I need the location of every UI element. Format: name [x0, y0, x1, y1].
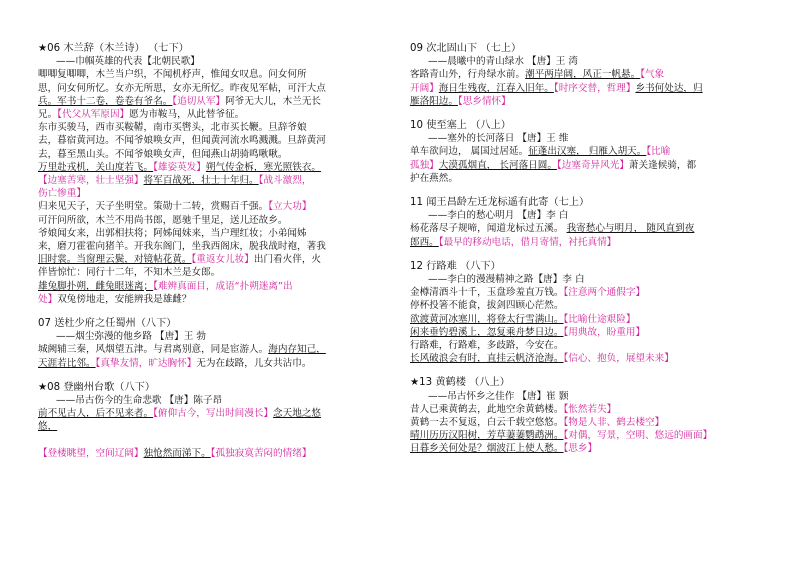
poem-text: 伴皆惊忙：同行十二年，不知木兰是女郎。 [38, 267, 221, 279]
poem-text: 悠， [38, 421, 58, 433]
poem-text: 欲渡黄河冰塞川，将登太行雪满山。 [410, 313, 564, 325]
poem-body [38, 68, 400, 306]
poem-text: 萧关逢候骑，都 [628, 159, 697, 171]
poem-huanghelou [410, 376, 772, 455]
poem-body [410, 286, 772, 365]
poem-body [410, 145, 772, 185]
poem-title: ★08 登幽州台歌（八下） [38, 381, 156, 393]
poem-text: 大漠孤烟直， 长河落日圆。 [438, 159, 557, 171]
annotation-note: 处】 [38, 293, 58, 305]
annotation-note: 【俯仰古今，写出时间漫长】 [153, 408, 274, 420]
poem-xinglunan [410, 260, 772, 366]
poem-text: 归来见天子，天子坐明堂。策勋十二转，赏赐百千强。 [38, 201, 269, 213]
poem-subtitle: ——李白的愁心明月 【唐】李 白 [428, 210, 569, 222]
annotation-note: 伤亡惨重】 [38, 188, 86, 200]
poem-title: 07 送杜少府之任蜀州（八下） [38, 318, 177, 330]
poem-dengyouzhoutai [38, 381, 400, 460]
annotation-note: 【边塞苦寒，壮士坚强】 [38, 175, 144, 187]
poem-line [38, 187, 400, 200]
annotation-note: 【思乡】 [563, 443, 598, 455]
poem-line [38, 420, 400, 433]
annotation-note: 【时序交替，哲理】 [553, 82, 636, 94]
poem-text: 征蓬出汉塞， 归雁入胡天。 [528, 146, 647, 158]
poem-text: 去，暮至黑山头。不闻爷娘唤女声，但闻燕山胡骑鸣啾啾。 [38, 148, 288, 160]
poem-text: 黄鹤一去不复返，白云千载空悠悠。 [410, 417, 564, 429]
poem-text: 停杯投箸不能食，拔剑四顾心茫然。 [410, 300, 564, 312]
poem-line [38, 293, 400, 306]
annotation-note: 【雄姿英发】 [153, 161, 206, 173]
poem-text: 前不见古人，后不见来者。 [38, 408, 154, 420]
poem-text: 爷娘闻女来，出郭相扶将；阿姊闻妹来，当户理红妆；小弟闻姊 [38, 227, 307, 239]
poem-text: 海日生残夜，江春入旧年。 [438, 82, 554, 94]
poem-line [410, 442, 772, 455]
poem-text: 阿爷无大儿，木兰无长 [225, 95, 322, 107]
poem-songdushaofu [38, 317, 400, 370]
poem-line [38, 343, 400, 356]
poem-text: 晴川历历汉阳树，芳草萋萋鹦鹉洲。 [410, 430, 564, 442]
poem-text: 天涯若比邻。 [38, 357, 96, 369]
poem-line [38, 95, 400, 108]
poem-text: 万里赴戎机，关山度若飞。 [38, 161, 154, 173]
poem-text: 金樽清酒斗十千，玉盘珍羞直万钱。 [410, 287, 564, 299]
annotation-note: 【代父从军原因】 [57, 109, 130, 121]
poem-line [410, 68, 772, 81]
poem-body [410, 403, 772, 456]
poem-line [38, 121, 400, 134]
poem-text: 乡书何处达，归 [635, 82, 703, 94]
poem-text: 独怆然而涕下。 [143, 447, 211, 459]
poem-text: 闲来垂钓碧溪上，忽复乘舟梦日边。 [410, 326, 564, 338]
poem-text: 去，暮宿黄河边。不闻爷娘唤女声，但闻黄河流水鸣溅溅。旦辞黄河 [38, 135, 326, 147]
poem-line [38, 68, 400, 81]
poem-line [410, 429, 772, 442]
poem-text: 长风破浪会有时，直挂云帆济沧海。 [410, 353, 564, 365]
poem-text: 昔人已乘黄鹤去，此地空余黄鹤楼。 [410, 403, 564, 415]
annotation-note: 【重返女儿妆】 [191, 254, 254, 266]
poem-text: 雄兔脚扑朔，雌兔眼迷离； [38, 280, 154, 292]
poem-line [38, 200, 400, 213]
poem-line [410, 416, 772, 429]
poem-title: ★13 黄鹤楼 （八上） [410, 377, 510, 389]
poem-title: 12 行路难 （八下） [410, 260, 501, 272]
left-column [38, 42, 400, 471]
poem-text: 日暮乡关何处是？烟波江上使人愁。 [410, 443, 564, 455]
poem-text: 念天地之悠 [273, 408, 322, 420]
poem-text: 思，问女何所忆。女亦无所思，女亦无所忆。昨夜见军帖，可汗大点 [38, 82, 326, 94]
annotation-note: 【难辨真面目，成语“扑朔迷离”出 [153, 280, 293, 292]
poem-line [410, 82, 772, 95]
poem-text: 护在燕然。 [410, 172, 458, 184]
poem-text: 可汗问所欲，木兰不用尚书郎，愿驰千里足，送儿还故乡。 [38, 214, 288, 226]
annotation-note: 【注意两个通假字】 [563, 287, 646, 299]
poem-line [38, 161, 400, 174]
poem-text: 我寄愁心与明月， 随风直到夜 [566, 223, 695, 235]
poem-text: 雁洛阳边。 [410, 95, 458, 107]
poem-line [410, 95, 772, 108]
poem-line [410, 339, 772, 352]
poem-line [410, 159, 772, 172]
poem-line [410, 222, 772, 235]
poem-line [38, 108, 400, 121]
poem-text: 来，磨刀霍霍向猪羊。开我东阁门，坐我西阁床，脱我战时袍，著我 [38, 241, 326, 253]
annotation-note: 【对偶，写景，空明、悠远的画面】 [563, 430, 713, 442]
poem-body [410, 222, 772, 248]
annotation-note: 开阔】 [410, 82, 439, 94]
annotation-note: 【物是人非、鹤去楼空】 [563, 417, 665, 429]
poem-subtitle: ——烟尘弥漫的他乡路 【唐】王 勃 [56, 331, 207, 343]
poem-text: 旧时裳。当窗理云鬓，对镜帖花黄。 [38, 254, 192, 266]
poem-text: 朔气传金柝，寒光照铁衣。 [205, 161, 322, 173]
poem-title: ★06 木兰辞（木兰诗） （七下） [38, 43, 189, 54]
poem-title: 09 次北固山下 （七上） [410, 43, 522, 54]
poem-text: 唧唧复唧唧，木兰当户织，不闻机杼声，惟闻女叹息。问女何所 [38, 69, 307, 81]
annotation-note: 【孤独寂寞苦闷的情绪】 [210, 447, 312, 459]
poem-line [410, 403, 772, 416]
poem-body [38, 407, 400, 460]
poem-line [38, 214, 400, 227]
poem-text: 潮平两岸阔，风正一帆悬。 [525, 69, 641, 81]
poem-line [38, 434, 400, 447]
poem-line [38, 253, 400, 266]
annotation-note: 【比喻 [646, 146, 671, 158]
poem-line [38, 447, 400, 460]
poem-subtitle: ——李白的漫漫精神之路【唐】李 白 [428, 274, 585, 286]
poem-text: 行路难，行路难，多歧路，今安在。 [410, 340, 564, 352]
poem-subtitle: ——巾帼英雄的代表【北朝民歌】 [56, 56, 200, 68]
poem-text: 将军百战死，壮士十年归。 [143, 175, 259, 187]
poem-text: 郎西。 [410, 236, 439, 248]
annotation-note: 【思乡情怀】 [457, 95, 511, 107]
poem-subtitle: ——晨曦中的青山绿水 【唐】王 湾 [428, 56, 579, 68]
poem-line [410, 236, 772, 249]
poem-text: 杨花落尽子规啼，闻道龙标过五溪。 [410, 223, 567, 235]
poem-line [410, 326, 772, 339]
poem-line [38, 148, 400, 161]
poem-wenwangchangling [410, 196, 772, 249]
poem-text: 东市买骏马，西市买鞍鞯，南市买辔头，北市买长鞭。旦辞爷娘 [38, 122, 307, 134]
annotation-note: 【怅然若失】 [563, 403, 617, 415]
annotation-note: 【信心、抱负，展望未来】 [563, 353, 674, 365]
annotation-note: 【登楼眺望，空间辽阔】 [38, 447, 144, 459]
poem-line [38, 240, 400, 253]
annotation-note: 【追切从军】 [172, 95, 226, 107]
poem-text: 海内存知己， [268, 344, 326, 356]
annotation-note: 孤独】 [410, 159, 439, 171]
poem-text: 兵。军书十二卷，卷卷有爷名。 [38, 95, 173, 107]
poem-line [410, 313, 772, 326]
annotation-note: 【比喻仕途艰险】 [563, 313, 636, 325]
poem-title: 10 使至塞上 （八上） [410, 120, 511, 132]
poem-line [38, 280, 400, 293]
poem-text: 单车欲问边， 属国过居延。 [410, 146, 529, 158]
poem-title: 11 闻王昌龄左迁龙标遥有此寄（七上） [410, 197, 590, 209]
poem-subtitle: ——吊古怀乡之佳作 【唐】崔 颢 [428, 390, 569, 402]
poem-text: 出门看火伴，火 [253, 254, 322, 266]
annotation-note: 【真挚友情，旷达胸怀】 [95, 357, 197, 369]
poem-line [410, 172, 772, 185]
poem-body [38, 343, 400, 369]
poem-line [38, 357, 400, 370]
annotation-note: 【边塞奇异风光】 [556, 159, 629, 171]
poem-line [38, 266, 400, 279]
poem-subtitle: ——吊古伤今的生命悲歌 【唐】陈子昂 [56, 395, 223, 407]
poem-text: 双兔傍地走，安能辨我是雄雌？ [57, 293, 192, 305]
poem-line [38, 174, 400, 187]
annotation-note: 【最早的移动电话，借月寄情，衬托真情】 [438, 236, 617, 248]
annotation-note: 【战斗激烈， [258, 175, 312, 187]
poem-line [410, 299, 772, 312]
right-column [410, 42, 772, 467]
poem-line [38, 407, 400, 420]
annotation-note: 【用典故，盼重用】 [563, 326, 646, 338]
poem-shizhisaishang [410, 119, 772, 185]
poem-line [410, 286, 772, 299]
annotation-note: 【气象 [640, 69, 665, 81]
poem-cibeigushan [410, 42, 772, 108]
poem-line [38, 82, 400, 95]
annotation-note: 【立大功】 [268, 201, 312, 213]
poem-text: 无为在歧路，儿女共沾巾。 [196, 357, 312, 369]
poem-line [410, 352, 772, 365]
poem-body [410, 68, 772, 108]
poem-text: 愿为市鞍马，从此替爷征。 [129, 109, 245, 121]
poem-text: 城阙辅三秦，风烟望五津。与君离别意，同是宦游人。 [38, 344, 269, 356]
poem-line [38, 134, 400, 147]
poem-text: 客路青山外，行舟绿水前。 [410, 69, 526, 81]
poem-text: 兄。 [38, 109, 58, 121]
poem-mulan [38, 42, 400, 306]
poem-line [38, 227, 400, 240]
poem-line [410, 145, 772, 158]
poem-subtitle: ——塞外的长河落日 【唐】王 维 [428, 133, 569, 145]
